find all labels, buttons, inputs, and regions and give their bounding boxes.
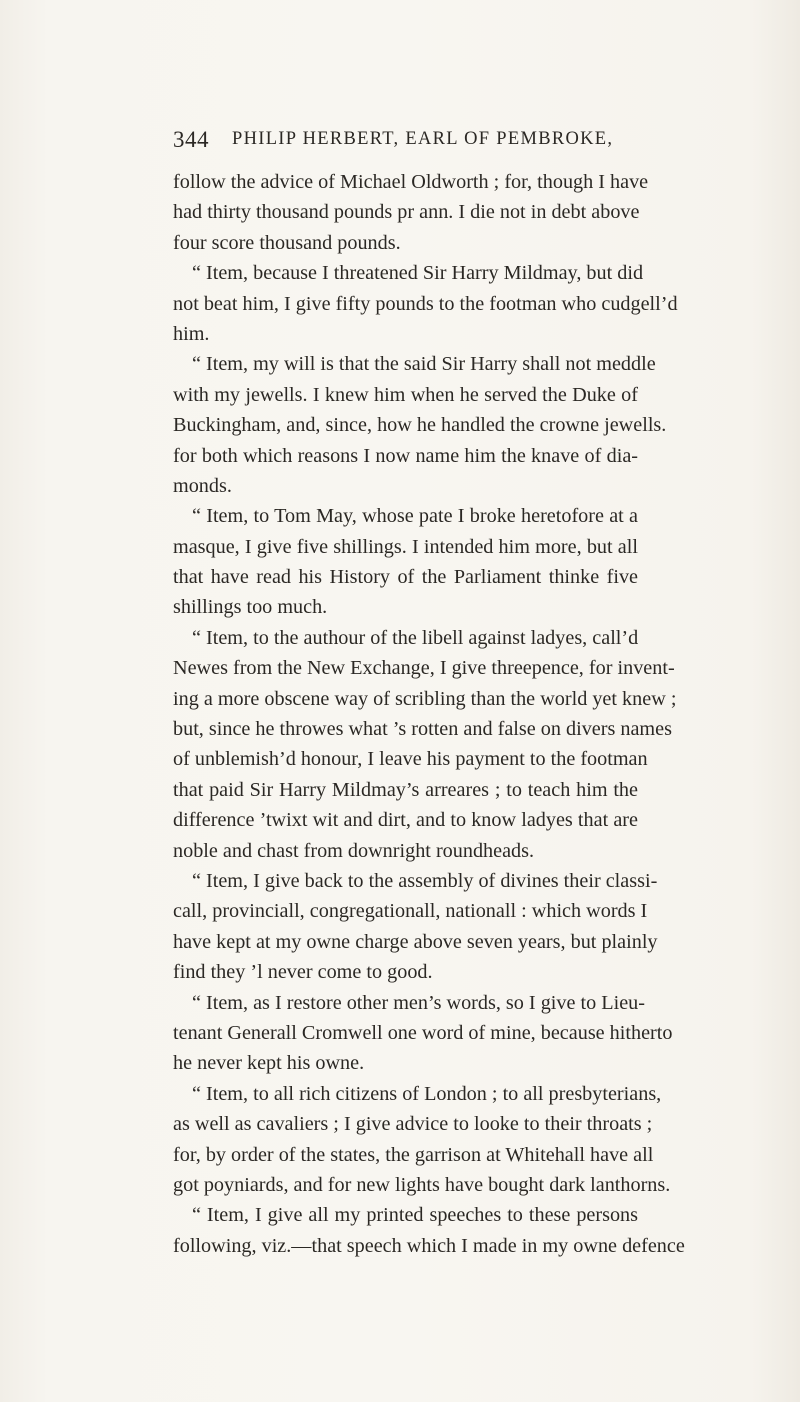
text-line: with my jewells. I knew him when he served the Duke of xyxy=(173,383,638,406)
text-line: “ Item, my will is that the said Sir Harry shall not meddle xyxy=(192,353,656,376)
text-line: “ Item, I give all my printed speeches to these persons xyxy=(192,1204,638,1227)
text-line: “ Item, as I restore other men’s words, so I give to Lieu- xyxy=(192,991,645,1014)
text-line: monds. xyxy=(173,474,232,497)
page-number: 344 xyxy=(173,127,209,152)
page-header xyxy=(173,127,638,155)
text-line: that have read his History of the Parliament thinke five xyxy=(173,566,638,589)
text-line: “ Item, to Tom May, whose pate I broke heretofore at a xyxy=(192,505,638,528)
text-line: for both which reasons I now name him the knave of dia- xyxy=(173,444,638,467)
text-line: “ Item, to the authour of the libell against ladyes, call’d xyxy=(192,626,639,649)
text-line: Newes from the New Exchange, I give threepence, for invent- xyxy=(173,657,675,680)
text-line: following, viz.—that speech which I made in my owne defence xyxy=(173,1234,685,1257)
text-line: had thirty thousand pounds pr ann. I die not in debt above xyxy=(173,201,640,224)
text-line: Buckingham, and, since, how he handled the crowne jewells. xyxy=(173,414,667,437)
text-line: as well as cavaliers ; I give advice to looke to their throats ; xyxy=(173,1113,653,1136)
text-line: that paid Sir Harry Mildmay’s arreares ; to teach him the xyxy=(173,778,638,801)
text-line: masque, I give five shillings. I intended him more, but all xyxy=(173,535,638,558)
text-line: he never kept his owne. xyxy=(173,1052,365,1075)
text-line: not beat him, I give fifty pounds to the footman who cudgell’d xyxy=(173,292,678,315)
text-line: noble and chast from downright roundheads. xyxy=(173,839,535,862)
text-line: got poyniards, and for new lights have bought dark lanthorns. xyxy=(173,1173,671,1196)
text-line: ing a more obscene way of scribling than the world yet knew ; xyxy=(173,687,677,710)
body-text xyxy=(173,167,685,1261)
text-line: have kept at my owne charge above seven years, but plainly xyxy=(173,930,658,953)
text-line: four score thousand pounds. xyxy=(173,231,401,254)
text-line: “ Item, I give back to the assembly of divines their classi- xyxy=(192,869,658,892)
text-line: difference ’twixt wit and dirt, and to know ladyes that are xyxy=(173,809,638,832)
text-line: follow the advice of Michael Oldworth ; for, though I have xyxy=(173,171,649,193)
running-head: PHILIP HERBERT, EARL OF PEMBROKE, xyxy=(232,129,614,149)
text-line: shillings too much. xyxy=(173,596,328,619)
text-line: him. xyxy=(173,322,210,345)
text-line: tenant Generall Cromwell one word of mine, because hitherto xyxy=(173,1021,673,1044)
text-line: find they ’l never come to good. xyxy=(173,961,433,984)
text-line: but, since he throwes what ’s rotten and false on divers names xyxy=(173,718,672,741)
text-line: of unblemish’d honour, I leave his payment to the footman xyxy=(173,748,648,771)
text-line: call, provinciall, congregationall, nationall : which words I xyxy=(173,900,648,923)
text-line: for, by order of the states, the garrison at Whitehall have all xyxy=(173,1143,654,1166)
text-line: “ Item, because I threatened Sir Harry Mildmay, but did xyxy=(192,262,644,285)
text-line: “ Item, to all rich citizens of London ; to all presbyterians, xyxy=(192,1082,662,1105)
